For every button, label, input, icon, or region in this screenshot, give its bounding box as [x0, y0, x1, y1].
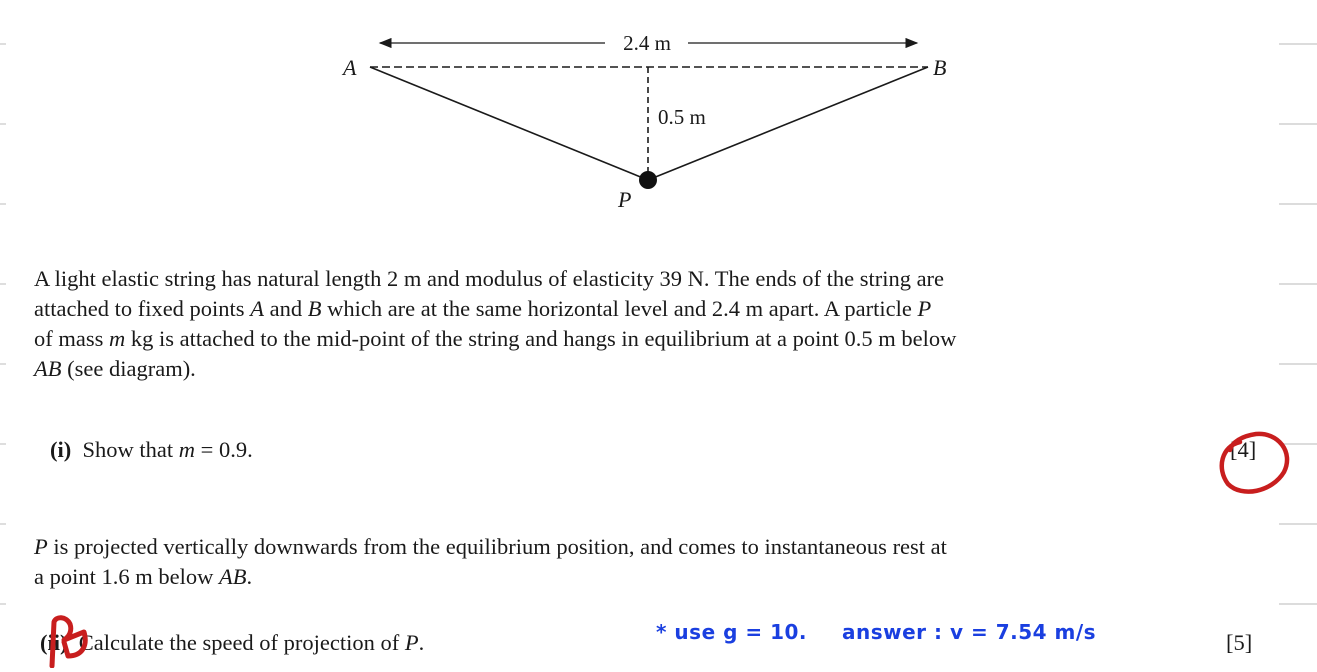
text-run: attached to fixed points: [34, 296, 251, 321]
part-i-number: (i): [50, 437, 72, 462]
part-ii-marks: [5]: [1226, 630, 1253, 655]
var-p: P: [404, 630, 419, 655]
text-run: (see diagram).: [61, 356, 196, 381]
string-diagram: [0, 0, 1317, 230]
intro-line-3: [34, 324, 1274, 354]
var-m: m: [109, 326, 126, 351]
var-p: P: [34, 534, 48, 559]
var-m: m: [178, 437, 196, 462]
intro-line-2: [34, 294, 1274, 324]
text-run: Show that: [82, 437, 179, 462]
part-ii-number: (ii): [40, 630, 68, 655]
marks-circle-annotation: [1212, 424, 1294, 498]
text-run: kg is attached to the mid-point of the string and hangs in equilibrium at a point 0.5 m below: [125, 326, 957, 351]
text-run: Calculate the speed of projection of: [78, 630, 405, 655]
var-ab: AB: [218, 564, 247, 589]
text-run: = 0.9.: [195, 437, 253, 462]
var-p: P: [917, 296, 932, 321]
text-run: .: [418, 630, 425, 655]
part-i-question: [50, 435, 253, 465]
point-a-label: A: [343, 55, 357, 80]
text-run: of mass: [34, 326, 109, 351]
projection-line-2: [34, 562, 1274, 592]
projection-line-1: [34, 532, 1274, 562]
text-run: and: [263, 296, 308, 321]
var-a: A: [250, 296, 264, 321]
part-i-marks: [4]: [1230, 437, 1257, 462]
handwritten-hint: * use g = 10.: [656, 620, 808, 644]
particle-p: [639, 171, 657, 189]
text-run: is projected vertically downwards from the equilibrium position, and comes to instantaneous rest at: [47, 534, 947, 559]
string-segment-ap: [370, 67, 648, 180]
var-b: B: [307, 296, 322, 321]
point-b-label: B: [933, 55, 947, 80]
intro-line-1: A light elastic string has natural length 2 m and modulus of elasticity 39 N. The ends of the string are: [34, 266, 945, 291]
point-p-label: P: [618, 187, 632, 212]
intro-line-4: [34, 354, 1274, 384]
text-run: .: [246, 564, 253, 589]
var-ab: AB: [34, 356, 62, 381]
width-label: 2.4 m: [623, 31, 671, 55]
red-scribble-annotation: [44, 612, 92, 668]
text-run: which are at the same horizontal level and 2.4 m apart. A particle: [321, 296, 918, 321]
part-ii-question: [40, 628, 424, 658]
handwritten-answer: answer : v = 7.54 m/s: [842, 620, 1097, 644]
text-run: a point 1.6 m below: [34, 564, 219, 589]
depth-label: 0.5 m: [658, 105, 706, 129]
